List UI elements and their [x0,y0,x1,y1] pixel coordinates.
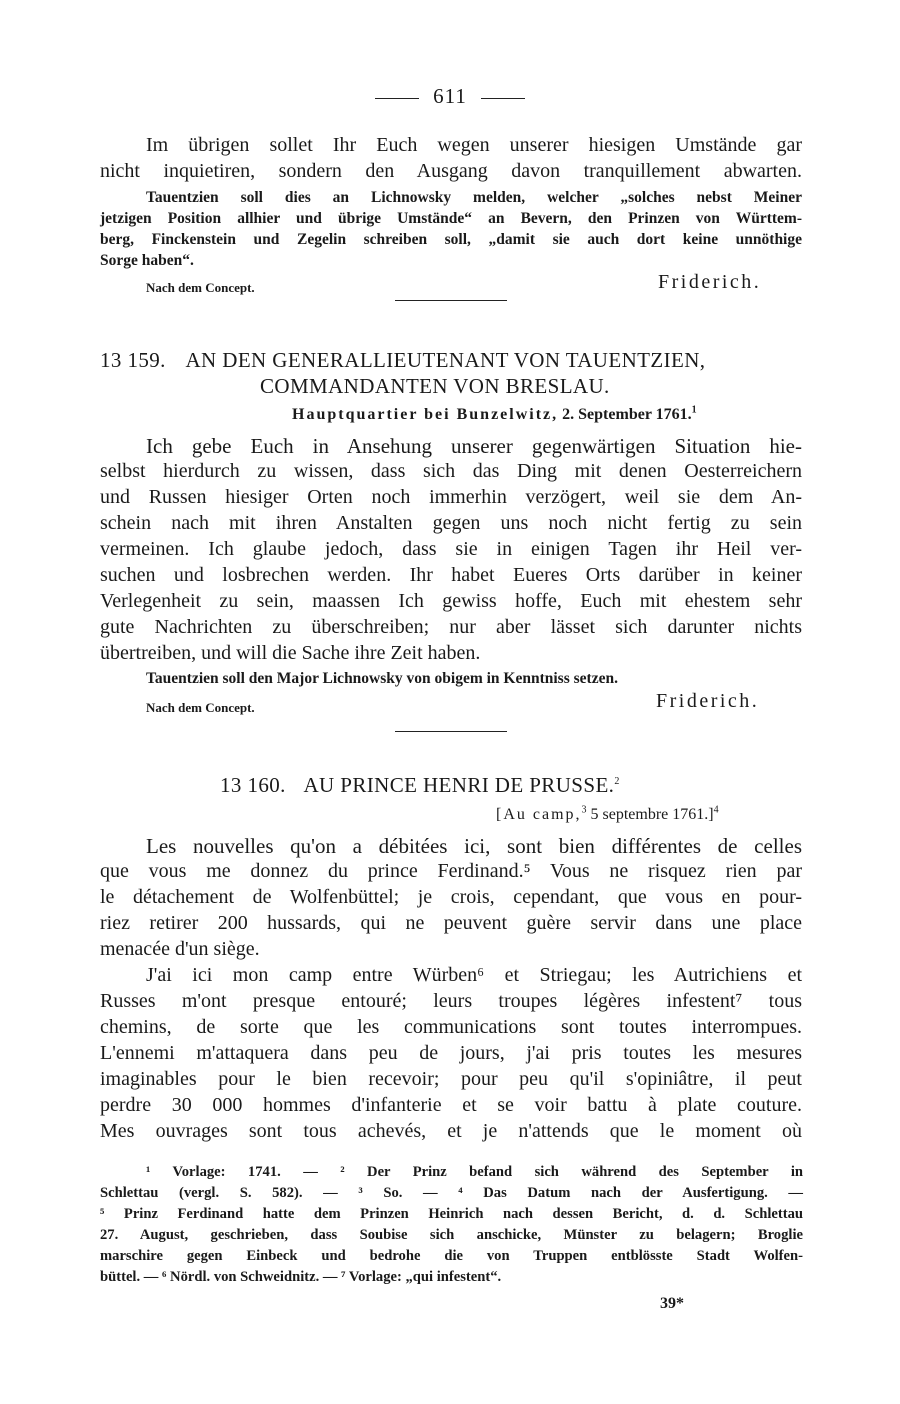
top-note-line: jetzigen Position allhier und übrige Umstände“ an Bevern, den Prinzen von Württem- [100,210,802,227]
footnote-line: 27. August, geschrieben, dass Soubise sich anschicke, Münster zu belagern; Broglie [100,1227,803,1243]
source-note: Nach dem Concept. [146,280,255,295]
printer-signature-mark: 39* [660,1295,684,1312]
letter-body-line: Mes ouvrages sont tous achevés, et je n'attends que le moment où [100,1120,802,1142]
footnote-ref: 3 [581,804,587,816]
footnote-line: Schlettau (vergl. S. 582). — ³ So. — ⁴ Das Datum nach der Ausfertigung. — [100,1185,803,1201]
signature: Friderich. [658,271,762,293]
letter-body-line: und Russen hiesiger Orten noch immerhin verzögert, weil sie dem An- [100,486,802,508]
letter-body-line: Les nouvelles qu'on a débitées ici, sont bien différentes de celles [146,834,802,858]
signature: Friderich. [656,690,760,712]
letter-body-line: menacée d'un siège. [100,938,260,960]
letter-body-line: übertreiben, und will die Sache ihre Zeit haben. [100,642,481,664]
letter-number: 13 160. [220,773,286,797]
letter-note: Tauentzien soll den Major Lichnowsky von obigem in Kenntniss setzen. [146,670,618,687]
letter-body-line: riez retirer 200 hussards, qui ne peuvent guère servir dans une place [100,912,802,934]
letter-body-line: Ich gebe Euch in Ansehung unserer gegenwärtigen Situation hie- [146,434,802,458]
source-note: Nach dem Concept. [146,700,255,715]
footnote-line: marschire gegen Einbeck und bedrohe die von Truppen entblösste Stadt Wolfen- [100,1248,803,1264]
page-number: 611 [433,84,467,108]
top-note-line: Sorge haben“. [100,252,194,269]
letter-body-line: Russes m'ont presque entouré; leurs troupes légères infestent⁷ tous [100,990,802,1012]
top-note-line: Tauentzien soll dies an Lichnowsky melden, welcher „solches nebst Meiner [146,189,802,206]
letter-body-line: vermeinen. Ich glaube jedoch, dass sie in einigen Tagen ihr Heil ver- [100,538,802,560]
footnote-line: ⁵ Prinz Ferdinand hatte dem Prinzen Heinrich nach dessen Bericht, d. d. Schlettau [100,1206,803,1222]
letter-dateline [292,406,697,424]
letter-body-line: imaginables pour le bien recevoir; pour peu qu'il s'opiniâtre, il peut [100,1068,802,1090]
section-rule [395,300,507,301]
letter-body-line: le détachement de Wolfenbüttel; je crois, cependant, que vous en pour- [100,886,802,908]
dateline-place: [Au camp, [496,806,582,823]
footnote-line: ¹ Vorlage: 1741. — ² Der Prinz befand sich während des September in [146,1164,803,1180]
letter-body-line: chemins, de sorte que les communications sont toutes interrompues. [100,1016,802,1038]
footnote-line: büttel. — ⁶ Nördl. von Schweidnitz. — ⁷ Vorlage: „qui infestent“. [100,1269,502,1285]
page-header [0,84,900,109]
dateline-place: Hauptquartier bei Bunzelwitz, [292,406,559,423]
letter-body-line: suchen und losbrechen werden. Ihr habet Eueres Orts darüber in keiner [100,564,802,586]
letter-body-line: perdre 30 000 hommes d'infanterie et se voir battu à plate couture. [100,1094,802,1116]
letter-title: AN DEN GENERALLIEUTENANT VON TAUENTZIEN, [185,348,706,372]
letter-title-line2: COMMANDANTEN VON BRESLAU. [260,374,610,398]
header-dash-right [481,98,525,99]
letter-body-line: Verlegenheit zu sein, maassen Ich gewiss hoffe, Euch mit ehestem sehr [100,590,802,612]
section-rule [395,731,507,732]
footnote-ref: 1 [691,404,697,416]
top-body-line: nicht inquietiren, sondern den Ausgang davon tranquillement abwarten. [100,160,802,182]
header-dash-left [375,98,419,99]
letter-body-line: J'ai ici mon camp entre Würben⁶ et Striegau; les Autrichiens et [146,964,802,986]
letter-body-line: schein nach mit ihren Anstalten gegen uns noch nicht fertig zu sein [100,512,802,534]
dateline-date: 2. September 1761. [562,406,692,423]
footnote-ref: 4 [713,804,719,816]
top-note-line: berg, Finckenstein und Zegelin schreiben soll, „damit sie auch dort keine unnöthige [100,231,802,248]
letter-body-line: L'ennemi m'attaquera dans peu de jours, j'ai pris toutes les mesures [100,1042,802,1064]
top-body-line: Im übrigen sollet Ihr Euch wegen unserer hiesigen Umstände gar [146,134,802,156]
footnote-ref: 2 [614,776,620,787]
letter-title: AU PRINCE HENRI DE PRUSSE. [303,773,615,797]
letter-heading [220,773,620,798]
letter-body-line: selbst hierdurch zu wissen, dass sich das Ding mit denen Oesterreichern [100,460,802,482]
letter-number: 13 159. [100,348,166,372]
letter-dateline [496,806,719,824]
letter-body-line: gute Nachrichten zu überschreiben; nur aber lässet sich darunter nichts [100,616,802,638]
dateline-date: 5 septembre 1761.] [590,806,714,823]
letter-body-line: que vous me donnez du prince Ferdinand.⁵ Vous ne risquez rien par [100,860,802,882]
letter-heading [100,348,705,373]
